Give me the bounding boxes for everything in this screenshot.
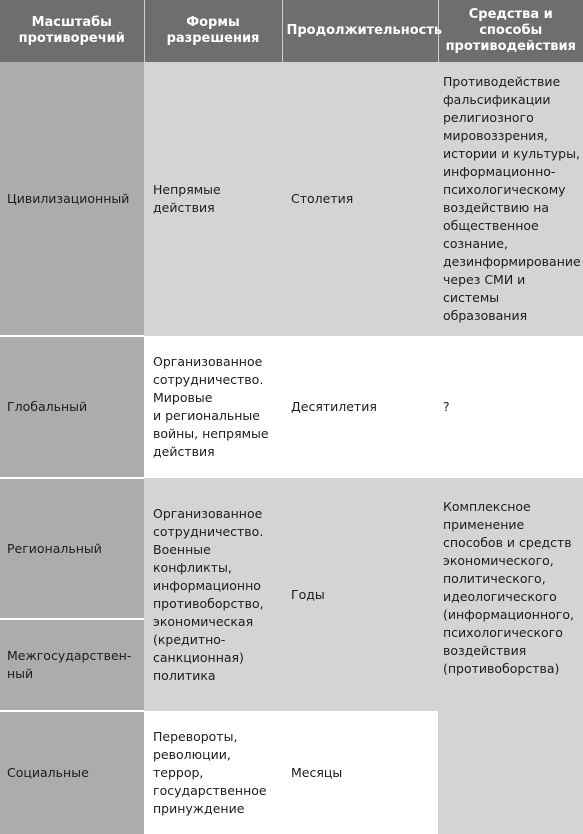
table-row	[0, 62, 583, 336]
cell-duration: Десятилетия	[282, 336, 438, 478]
cell-forms: Организованное сотрудничество. Военные конфликты, информационно противоборство, экономическая (кредитно- санкционная) политика	[144, 478, 282, 711]
table-header	[0, 0, 583, 62]
cell-duration: Годы	[282, 478, 438, 711]
header-scale: Масштабы противоречий	[0, 0, 144, 62]
cell-means: Комплексное применение способов и средств экономического, политического, идеологического (информационного, психологического воздействия (противоборства)	[438, 478, 583, 711]
header-row	[0, 0, 583, 62]
cell-scale: Социальные	[0, 711, 144, 834]
cell-scale: Региональный	[0, 478, 144, 619]
header-means: Средства и способы противодействия	[438, 0, 583, 62]
header-forms: Формы разрешения	[144, 0, 282, 62]
cell-scale: Цивилизационный	[0, 62, 144, 336]
cell-means: ?	[438, 336, 583, 478]
table-row	[0, 478, 583, 619]
cell-means: Противодействие фальсификации религиозного мировоззрения, истории и культуры, информационно- психологическому воздействию на общественное сознание, дезинформирование через СМИ и системы образования	[438, 62, 583, 336]
cell-duration: Столетия	[282, 62, 438, 336]
cell-scale: Межгосударствен- ный	[0, 619, 144, 711]
cell-scale: Глобальный	[0, 336, 144, 478]
table-row	[0, 711, 583, 834]
cell-means	[438, 711, 583, 834]
cell-duration: Месяцы	[282, 711, 438, 834]
cell-forms: Непрямые действия	[144, 62, 282, 336]
cell-forms: Организованное сотрудничество. Мировые и региональные войны, непрямые действия	[144, 336, 282, 478]
table-row	[0, 336, 583, 478]
header-duration: Продолжительность	[282, 0, 438, 62]
cell-forms: Перевороты, революции, террор, государственное принуждение	[144, 711, 282, 834]
table-body	[0, 62, 583, 834]
